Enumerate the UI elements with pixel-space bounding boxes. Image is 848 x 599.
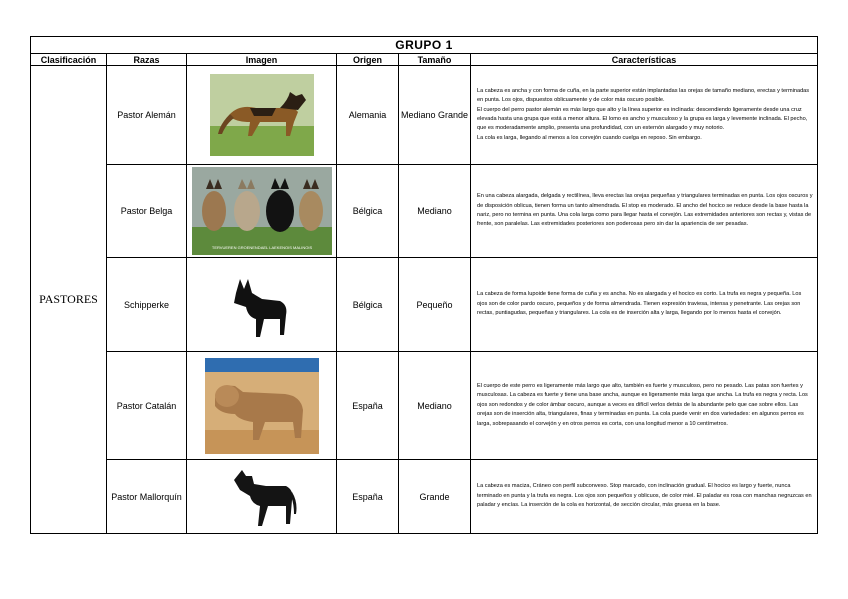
breed-size: Pequeño [399,258,471,352]
breed-image-cell [187,460,337,534]
header-tamano: Tamaño [399,54,471,66]
breed-size: Mediano Grande [399,66,471,165]
dog-breeds-table [30,36,818,534]
characteristics-paragraph: En una cabeza alargada, delgada y rectilínea, lleva erectas las orejas pequeñas y triangulares terminadas en punta. Los ojos oscuros y de disposición oblicua, tienen forma un tanto almendrada. El stop es moderado. El ancho del hocico se reduce desde la base hasta la nariz, pero no termina en punta. Una cola larga como para llegar hasta el corvejón. Las extremidades anteriores son rectas y, vistas de frente, son paralelas. Las extremidades posteriores son poderosas pero sin dar la apariencia de ser pesadas. [477,193,813,228]
table-row [31,258,818,352]
table-row [31,460,818,534]
breed-origin: Alemania [337,66,399,165]
catalan-sheepdog-image [205,358,319,454]
image-caption: TERVUEREN GROENENDAEL LAEKENOIS MALINOIS [211,245,312,250]
characteristics-paragraph: La cabeza es ancha y con forma de cuña, en la parte superior están implantadas las orejas de tamaño mediano, erectas y terminadas en punta. Los ojos, dispuestos oblicuamente y de color más oscuro posible. [477,87,810,104]
breed-size: Mediano [399,165,471,258]
header-origen: Origen [337,54,399,66]
header-clasificacion: Clasificación [31,54,107,66]
breed-origin: Bélgica [337,165,399,258]
header-razas: Razas [107,54,187,66]
breed-image-cell [187,66,337,165]
characteristics-paragraph: La cabeza de forma lupoide tiene forma de cuña y es ancha. No es alargada y el hocico es corto. La trufa es negra y pequeña. Los ojos son de color pardo oscuro, pequeños y de forma almendrada. Tienen expresión traviesa, intensa y penetrante. Las orejas son rectas, puntiagudas, pequeñas y triangulares. La cola es de inserción alta y larga, llegando por lo menos hasta el corvejón. [477,291,802,317]
breed-size: Grande [399,460,471,534]
breed-origin: Bélgica [337,258,399,352]
schipperke-image [222,263,302,347]
breed-origin: España [337,460,399,534]
characteristics-paragraph: La cabeza es maciza, Cráneo con perfil subconvexo. Stop marcado, con inclinación gradual. El hocico es largo y fuerte, nunca terminado en punta y la trufa es negra. Los ojos son pequeños y oblicuos, de color miel. El paladar es rosa con manchas negruzcas en paladar y encías. La inserción de la cola es horizontal, de sección circular, más gruesa en la base. [477,483,812,509]
characteristics-paragraph: La cola es larga, llegando al menos a los corvejón cuando cuelga en reposo. Sin embargo. [477,134,702,141]
breed-image-cell [187,165,337,258]
table-title: GRUPO 1 [31,37,818,54]
breed-image-cell [187,352,337,460]
breed-characteristics [471,460,818,534]
mallorquin-shepherd-image [222,462,302,532]
breed-origin: España [337,352,399,460]
classification-cell: PASTORES [31,66,107,534]
breed-characteristics [471,258,818,352]
breed-name: Pastor Belga [107,165,187,258]
table-row [31,352,818,460]
breed-size: Mediano [399,352,471,460]
breed-name: Pastor Catalán [107,352,187,460]
breed-characteristics [471,66,818,165]
breed-characteristics [471,352,818,460]
header-caracteristicas: Características [471,54,818,66]
breed-name: Pastor Alemán [107,66,187,165]
breed-characteristics [471,165,818,258]
breed-name: Schipperke [107,258,187,352]
breed-image-cell [187,258,337,352]
table-row [31,165,818,258]
characteristics-paragraph: El cuerpo del perro pastor alemán es más largo que alto y la línea superior es inclinada: descendiendo ligeramente desde una cruz elevada hasta una grupa que está a menor altura. El lomo es ancho y musculoso y la grupa es larga y levemente inclinada. El pecho, que es moderadamente amplio, presenta una profundidad, con un esternón alargado y muy notorio. [477,106,808,132]
table-row [31,66,818,165]
header-imagen: Imagen [187,54,337,66]
breed-name: Pastor Mallorquín [107,460,187,534]
characteristics-paragraph: El cuerpo de este perro es ligeramente más largo que alto, también es fuerte y musculoso, pero no pesado. Las patas son fuertes y musculosas. La cabeza es fuerte y tiene una base ancha, aunque es ligeramente más larga que ancha. La trufa es negra y recta. Los ojos son redondos y de color ámbar oscuro, aunque a veces es difícil verlos detrás de la abundante pelo que cae sobre ellos. Las orejas son de inserción alta, triangulares, finas y terminadas en punta. La cola puede venir en dos variedades: en algunos perros es larga, sobrepasando el corvejón y en otros perros es corta, con una longitud menor a 10 centímetros. [477,382,808,427]
german-shepherd-image [210,74,314,156]
belgian-shepherds-image [192,167,332,255]
